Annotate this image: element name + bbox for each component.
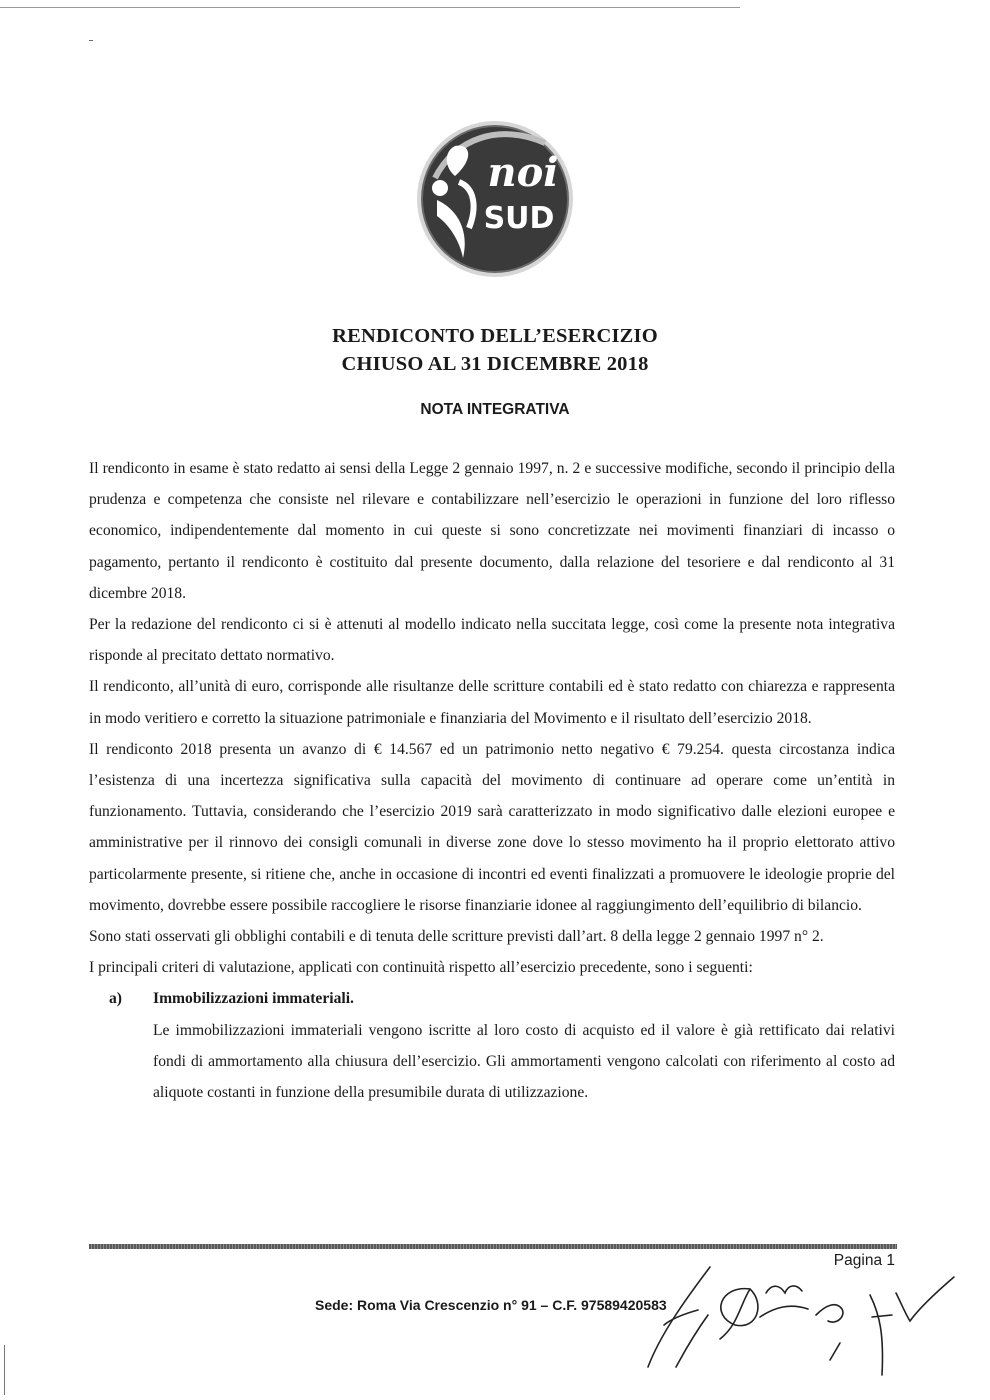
title-line-2: CHIUSO AL 31 DICEMBRE 2018 — [341, 353, 649, 375]
page-number: Pagina 1 — [833, 1252, 895, 1269]
paragraph: Il rendiconto 2018 presenta un avanzo di € 14.567 ed un patrimonio netto negativo € 79.254. questa circostanza indica l’esistenza di una incertezza significativa sulla capacità del movimento di continuare ad operare come un’entità in funzionamento. Tuttavia, considerando che l’esercizio 2019 sarà caratterizzato in modo significativo dalle elezioni europee e amministrative per il rinnovo dei consigli comunali in diverse zone dove lo stesso movimento ha il proprio elettorato attivo particolarmente presente, si ritiene che, anche in occasione di incontri ed eventi finalizzati a promuovere le ideologie proprie del movimento, dovrebbe essere possibile raccogliere le risorse finanziarie idonee al raggiungimento dell’equilibrio di bilancio. — [89, 740, 895, 914]
list-item — [89, 983, 895, 1108]
logo-word-top: noi — [487, 149, 559, 196]
paragraph: I principali criteri di valutazione, applicati con continuità rispetto all’esercizio precedente, sono i seguenti: — [89, 959, 753, 977]
footer-address: Sede: Roma Via Crescenzio n° 91 – C.F. 97589420583 — [315, 1297, 667, 1313]
noi-sud-logo — [415, 118, 575, 280]
footer-divider — [89, 1244, 897, 1249]
list-item-title: Immobilizzazioni immateriali. — [153, 990, 354, 1008]
paragraph: Per la redazione del rendiconto ci si è attenuti al modello indicato nella succitata legge, così come la presente nota integrativa risponde al precitato dettato normativo. — [89, 616, 895, 665]
logo-word-bottom: SUD — [483, 201, 555, 236]
handwritten-signature — [640, 1255, 960, 1380]
body-text — [89, 453, 895, 1108]
document-title — [0, 322, 990, 378]
scan-artifact — [89, 40, 93, 41]
section-subtitle: NOTA INTEGRATIVA — [420, 401, 570, 418]
scan-artifact — [4, 1345, 5, 1395]
list-item-heading — [89, 983, 895, 1014]
paragraph: Il rendiconto, all’unità di euro, corrisponde alle risultanze delle scritture contabili ed è stato redatto con chiarezza e rappresenta in modo veritiero e corretto la situazione patrimoniale e finanziaria del Movimento e il risultato dell’esercizio 2018. — [89, 678, 895, 727]
scan-border-line — [0, 7, 740, 8]
title-line-1: RENDICONTO DELL’ESERCIZIO — [332, 325, 658, 347]
paragraph: Sono stati osservati gli obblighi contabili e di tenuta delle scritture previsti dall’art. 8 della legge 2 gennaio 1997 n° 2. — [89, 928, 824, 946]
list-item-body: Le immobilizzazioni immateriali vengono iscritte al loro costo di acquisto ed il valore è già rettificato dai relativi fondi di ammortamento alla chiusura dell’esercizio. Gli ammortamenti vengono calcolati con riferimento al costo ad aliquote costanti in funzione della presumibile durata di utilizzazione. — [153, 1021, 895, 1102]
paragraph: Il rendiconto in esame è stato redatto ai sensi della Legge 2 gennaio 1997, n. 2 e successive modifiche, secondo il principio della prudenza e competenza che consiste nel rilevare e contabilizzare nell’esercizio le operazioni in funzione del loro riflesso economico, indipendentemente dal momento in cui queste si sono concretizzate nei movimenti finanziari di incasso o pagamento, pertanto il rendiconto è costituito dal presente documento, dalla relazione del tesoriere e dal rendiconto al 31 dicembre 2018. — [89, 460, 895, 602]
list-item-marker: a) — [109, 990, 122, 1008]
